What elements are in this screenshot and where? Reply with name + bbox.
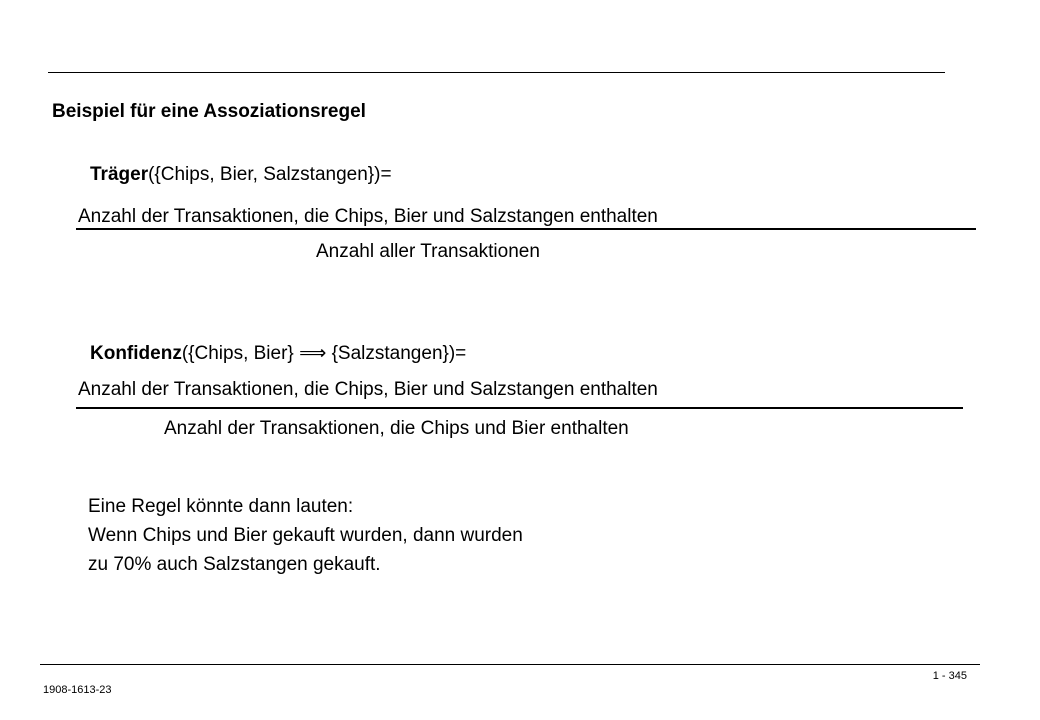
konfidenz-denominator: Anzahl der Transaktionen, die Chips und Bier enthalten — [164, 418, 629, 439]
traeger-denominator: Anzahl aller Transaktionen — [316, 241, 540, 262]
implies-arrow-icon: ⟹ — [299, 343, 327, 364]
bottom-divider — [40, 664, 980, 665]
konfidenz-numerator: Anzahl der Transaktionen, die Chips, Bier und Salzstangen enthalten — [78, 379, 658, 400]
konfidenz-args-right: {Salzstangen})= — [326, 343, 467, 364]
rule-line-1: Eine Regel könnte dann lauten: — [88, 496, 354, 517]
konfidenz-term: Konfidenz — [90, 343, 182, 364]
page-number: 1 - 345 — [932, 670, 967, 682]
traeger-term: Träger — [90, 164, 149, 185]
slide-title: Beispiel für eine Assoziationsregel — [52, 101, 366, 122]
traeger-numerator: Anzahl der Transaktionen, die Chips, Bier und Salzstangen enthalten — [78, 206, 658, 227]
traeger-formula-label — [90, 164, 392, 186]
konfidenz-fraction-bar — [76, 407, 963, 409]
top-divider — [48, 72, 945, 73]
konfidenz-args-left: ({Chips, Bier} — [181, 343, 300, 364]
rule-example-text — [88, 492, 523, 579]
rule-line-2: Wenn Chips und Bier gekauft wurden, dann wurden — [88, 525, 523, 546]
rule-line-3: zu 70% auch Salzstangen gekauft. — [88, 554, 381, 575]
traeger-args: ({Chips, Bier, Salzstangen})= — [148, 164, 392, 185]
document-id: 1908-1613-23 — [43, 684, 112, 696]
konfidenz-formula-label — [90, 342, 466, 365]
traeger-fraction-bar — [76, 228, 976, 230]
